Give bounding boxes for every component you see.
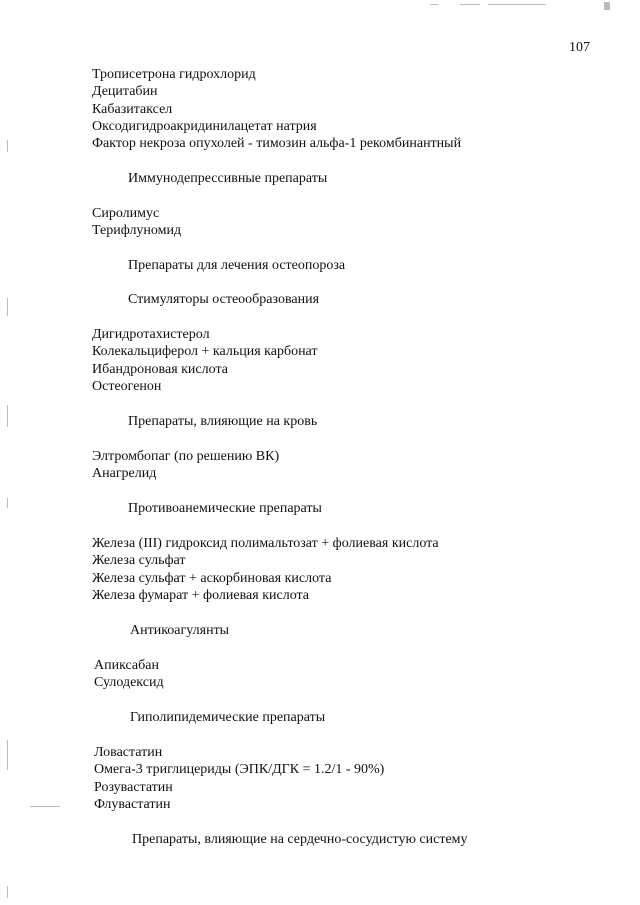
scan-mark: [604, 2, 610, 10]
list-item: Апиксабан: [94, 658, 159, 673]
list-item: Ибандроновая кислота: [92, 362, 228, 377]
list-item: Кабазитаксел: [92, 102, 173, 117]
list-item: Железа (III) гидроксид полимальтозат + фолиевая кислота: [92, 536, 439, 551]
list-item: Сулодексид: [94, 675, 164, 690]
section-heading: Гиполипидемические препараты: [130, 710, 326, 725]
list-item: Оксодигидроакридинилацетат натрия: [92, 119, 317, 134]
scan-mark: [7, 740, 8, 770]
scan-mark: [460, 4, 480, 5]
list-item: Анагрелид: [92, 466, 157, 481]
list-item: Флувастатин: [94, 797, 171, 812]
list-item: Остеогенон: [92, 379, 162, 394]
list-item: Терифлуномид: [92, 223, 182, 238]
scan-mark: [7, 498, 8, 508]
list-item: Трописетрона гидрохлорид: [92, 67, 256, 82]
list-item: Омега-3 триглицериды (ЭПК/ДГК = 1.2/1 - 90%): [94, 762, 385, 777]
list-item: Колекальциферол + кальция карбонат: [92, 344, 318, 359]
section-heading: Препараты, влияющие на сердечно-сосудистую систему: [132, 832, 468, 847]
section-heading: Противоанемические препараты: [128, 501, 322, 516]
section-heading: Препараты для лечения остеопороза: [128, 258, 346, 273]
section-heading: Стимуляторы остеообразования: [128, 292, 320, 307]
list-item: Железа сульфат + аскорбиновая кислота: [92, 571, 332, 586]
scan-mark: [7, 140, 8, 152]
scan-mark: [7, 298, 8, 316]
scan-mark: [430, 4, 438, 5]
section-heading: Иммунодепрессивные препараты: [128, 171, 328, 186]
list-item: Розувастатин: [94, 780, 173, 795]
section-heading: Препараты, влияющие на кровь: [128, 414, 318, 429]
list-item: Дигидротахистерол: [92, 327, 210, 342]
page-number: 107: [569, 40, 590, 55]
list-item: Железа сульфат: [92, 553, 186, 568]
list-item: Элтромбопаг (по решению ВК): [92, 449, 280, 464]
list-item: Ловастатин: [94, 745, 163, 760]
list-item: Железа фумарат + фолиевая кислота: [92, 588, 310, 603]
list-item: Сиролимус: [92, 206, 160, 221]
scan-mark: [488, 4, 546, 5]
section-heading: Антикоагулянты: [130, 623, 230, 638]
list-item: Децитабин: [92, 84, 158, 99]
scan-mark: [7, 886, 8, 898]
scan-mark: [30, 806, 60, 807]
scan-mark: [7, 405, 8, 427]
list-item: Фактор некроза опухолей - тимозин альфа-1 рекомбинантный: [92, 136, 462, 151]
